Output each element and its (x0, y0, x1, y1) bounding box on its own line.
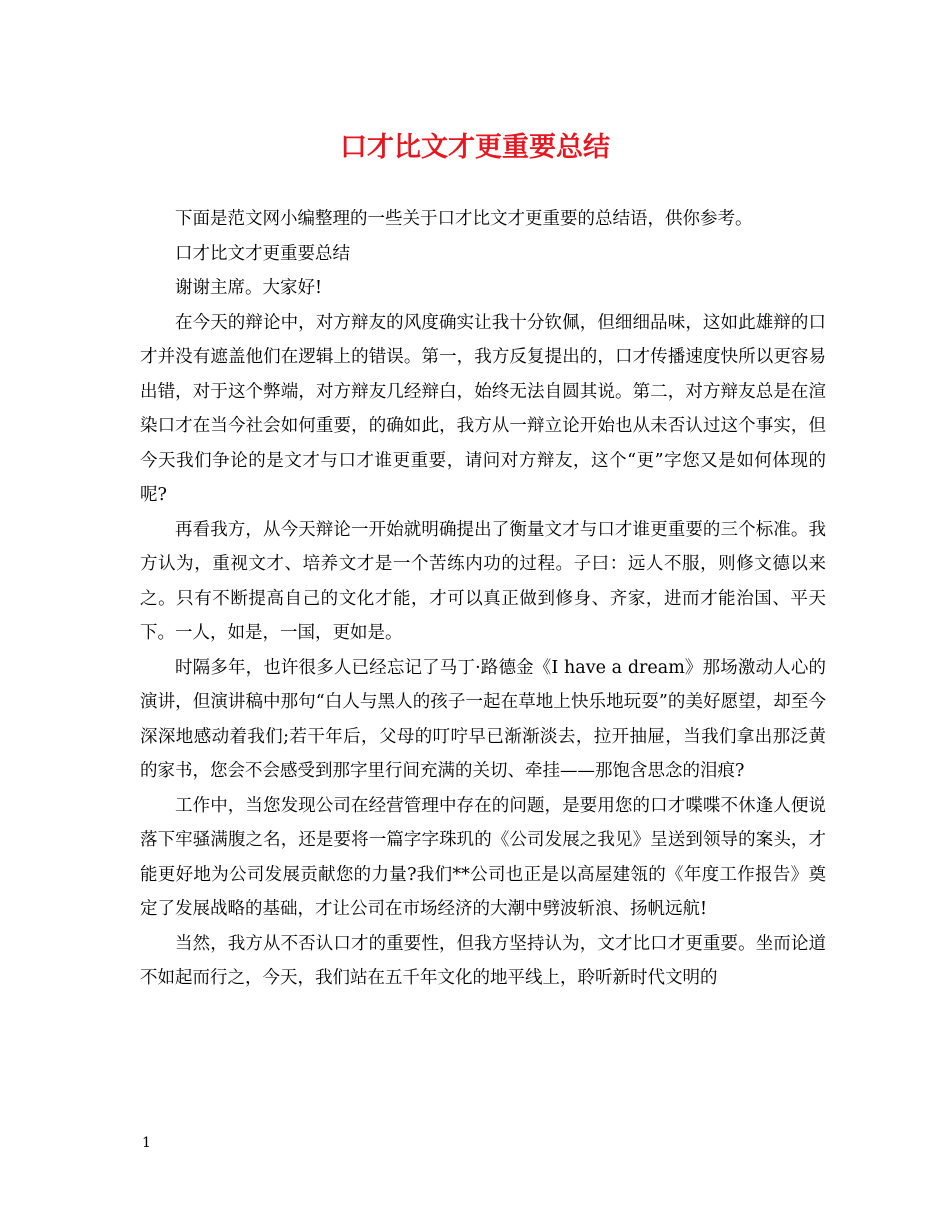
paragraph-workplace: 工作中，当您发现公司在经营管理中存在的问题，是要用您的口才喋喋不休逢人便说落下牢骚满腹之名，还是要将一篇字字珠玑的《公司发展之我见》呈送到领导的案头，才能更好地为公司发展贡献您的力量?我们**公司也正是以高屋建瓴的《年度工作报告》奠定了发展战略的基础，才让公司在市场经济的大潮中劈波斩浪、扬帆远航! (140, 795, 826, 919)
document-title: 口才比文才更重要总结 (340, 132, 610, 163)
paragraph-rebuttal: 在今天的辩论中，对方辩友的风度确实让我十分钦佩，但细细品味，这如此雄辩的口才并没有遮盖他们在逻辑上的错误。第一，我方反复提出的，口才传播速度快所以更容易出错，对于这个弊端，对方辩友几经辩白，始终无法自圆其说。第二，对方辩友总是在渲染口才在当今社会如何重要，的确如此，我方从一辩立论开始也从未否认过这个事实，但今天我们争论的是文才与口才谁更重要，请问对方辩友，这个“更”字您又是如何体现的呢? (140, 312, 826, 505)
document-body (140, 202, 826, 996)
paragraph-intro: 下面是范文网小编整理的一些关于口才比文才更重要的总结语，供你参考。 (175, 209, 753, 229)
paragraph-our-standards: 再看我方，从今天辩论一开始就明确提出了衡量文才与口才谁更重要的三个标准。我方认为，重视文才、培养文才是一个苦练内功的过程。子曰：远人不服，则修文德以来之。只有不断提高自己的文化才能，才可以真正做到修身、齐家，进而才能治国、平天下。一人，如是，一国，更如是。 (140, 519, 826, 643)
paragraph-subtitle: 口才比文才更重要总结 (175, 243, 350, 264)
page-number: 1 (142, 1135, 151, 1151)
paragraph-conclusion: 当然，我方从不否认口才的重要性，但我方坚持认为，文才比口才更重要。坐而论道不如起而行之，今天，我们站在五千年文化的地平线上，聆听新时代文明的 (140, 933, 826, 988)
paragraph-greeting: 谢谢主席。大家好! (175, 278, 323, 298)
paragraph-dream-speech: 时隔多年，也许很多人已经忘记了马丁·路德金《I have a dream》那场激动人心的演讲，但演讲稿中那句“白人与黑人的孩子一起在草地上快乐地玩耍”的美好愿望，却至今深深地感动着我们;若干年后，父母的叮咛早已渐渐淡去，拉开抽屉，当我们拿出那泛黄的家书，您会不会感受到那字里行间充满的关切、牵挂——那饱含思念的泪痕? (140, 657, 826, 781)
